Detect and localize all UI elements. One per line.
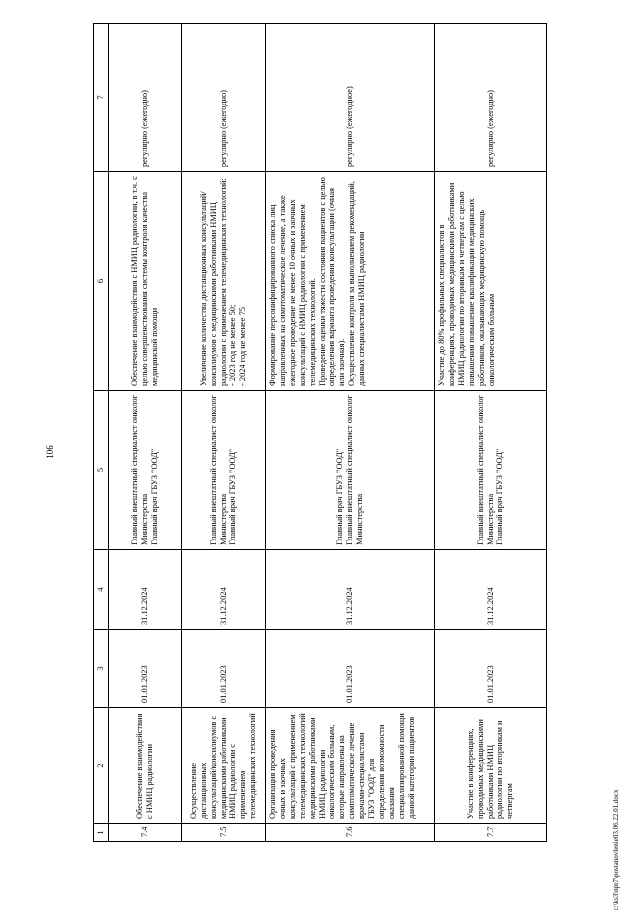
start-date-cell: 01.01.2023: [182, 630, 266, 708]
page-number: 106: [45, 445, 55, 459]
table-row: [182, 24, 266, 842]
footer-file-path: c:\ks3\npr7\postanovlenie03.06.22.01.docx: [612, 789, 620, 910]
header-cell: 2: [94, 708, 109, 824]
table-row: [266, 24, 435, 842]
frequency-cell: регулярно (ежегодно): [435, 24, 547, 172]
responsible-cell: Главный врач ГБУЗ "ООД" Главный внештатный специалист онколог Министерства: [266, 391, 435, 550]
start-date-cell: 01.01.2023: [109, 630, 182, 708]
row-number: 7.5: [182, 824, 266, 842]
activity-cell: Обеспечение взаимодействия с НМИЦ радиологии: [109, 708, 182, 824]
header-cell: 1: [94, 824, 109, 842]
activity-cell: Осуществление дистанционных консультаций/консилиумов с медицинскими работниками НМИЦ радиологии с применением телемедицинских технологий: [182, 708, 266, 824]
table-row: [109, 24, 182, 842]
row-number: 7.6: [266, 824, 435, 842]
header-cell: 3: [94, 630, 109, 708]
activity-cell: Участие в конференциях, проводимых медицинскими работниками НМИЦ радиологии по вторникам и четвергам: [435, 708, 547, 824]
row-number: 7.4: [109, 824, 182, 842]
responsible-cell: Главный внештатный специалист онколог Министерства Главный врач ГБУЗ "ООД": [435, 391, 547, 550]
responsible-cell: Главный внештатный специалист онколог Министерства Главный врач ГБУЗ "ООД": [109, 391, 182, 550]
result-cell: Формирование персонифицированного списка лиц направленных на симптоматическое лечение, а также ежегодное проведение не менее 10 очных и заочных консультаций с НМИЦ радиологии с применением телемедицинских технологий. Проведение оценки тяжести состояния пациентов с целью определения варианта проведения консультации (очная или заочная). Осуществление контроля за выполнением рекомендаций, данных специалистами НМИЦ радиологии: [266, 172, 435, 391]
result-cell: Участие до 80% профильных специалистов в конференциях, проводимых медицинскими работниками НМИЦ радиологии по вторникам и четвергам с целью повышения повышение квалификации медицинских работников, оказывающих медицинскую помощь онкологическим больным: [435, 172, 547, 391]
result-cell: Обеспечение взаимодействия с НМИЦ радиологии, в т.ч. с целью совершенствования системы контроля качества медицинской помощи: [109, 172, 182, 391]
start-date-cell: 01.01.2023: [266, 630, 435, 708]
end-date-cell: 31.12.2024: [435, 550, 547, 630]
header-cell: 6: [94, 172, 109, 391]
table-row: [435, 24, 547, 842]
table-header-row: [94, 24, 109, 842]
end-date-cell: 31.12.2024: [109, 550, 182, 630]
responsible-cell: Главный внештатный специалист онколог Министерства Главный врач ГБУЗ "ООД": [182, 391, 266, 550]
header-cell: 7: [94, 24, 109, 172]
result-cell: Увеличение количества дистанционных консультаций/консилиумов с медицинскими работниками НМИЦ радиологии с применением телемедицинских технологий: - 2023 год не менее 50; - 2024 год не менее 75: [182, 172, 266, 391]
table-container: [93, 24, 543, 842]
end-date-cell: 31.12.2024: [182, 550, 266, 630]
frequency-cell: регулярно (ежегодное): [266, 24, 435, 172]
start-date-cell: 01.01.2023: [435, 630, 547, 708]
end-date-cell: 31.12.2024: [266, 550, 435, 630]
frequency-cell: регулярно (ежегодно): [109, 24, 182, 172]
header-cell: 5: [94, 391, 109, 550]
plan-table: [93, 23, 547, 842]
row-number: 7.7: [435, 824, 547, 842]
frequency-cell: регулярно (ежегодно): [182, 24, 266, 172]
activity-cell: Организация проведения очных и заочных консультаций с применением телемедицинских технологий медицинскими работниками НМИЦ радиологии онкологическим больным, которые направлены на симптоматическое лечение врачами-специалистами ГБУЗ "ООД" для определения возможности оказания специализированной помощи данной категории пациентов: [266, 708, 435, 824]
header-cell: 4: [94, 550, 109, 630]
